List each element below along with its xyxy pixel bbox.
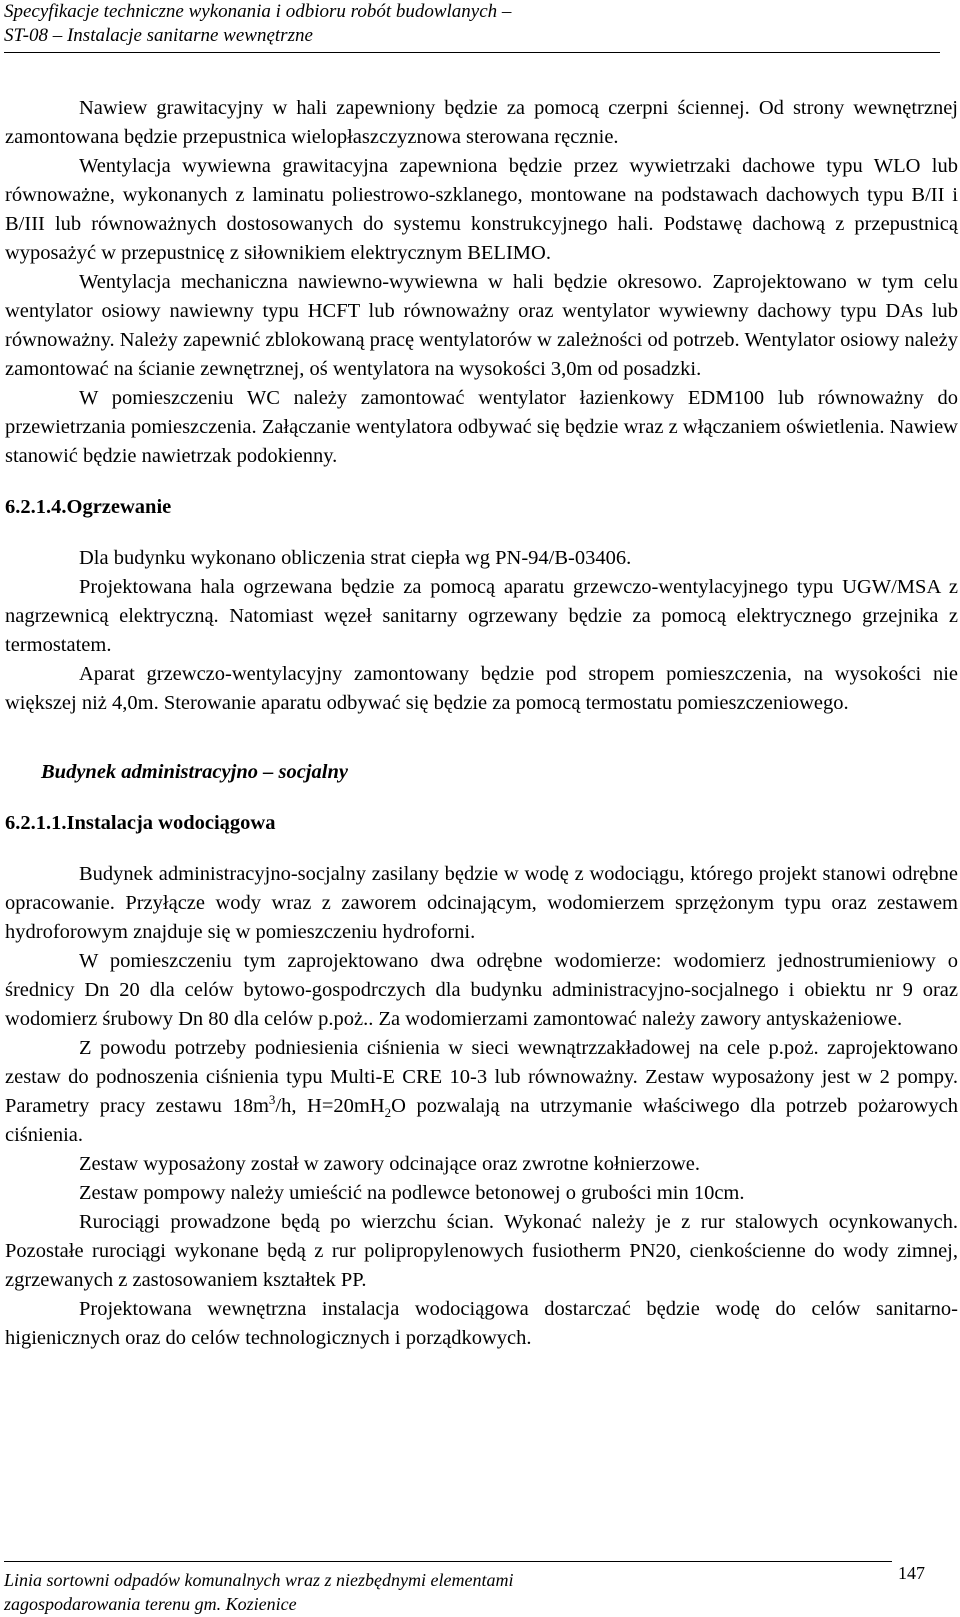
page-footer <box>4 1568 804 1616</box>
paragraph <box>5 1034 958 1150</box>
paragraph: Rurociągi prowadzone będą po wierzchu ścian. Wykonać należy je z rur stalowych ocynkowanych. Pozostałe rurociągi wykonane będą z rur polipropylenowych fusiotherm PN20, cienkościenne do wody zimnej, zgrzewanych z zastosowaniem kształtek PP. <box>5 1211 958 1291</box>
paragraph: Aparat grzewczo-wentylacyjny zamontowany będzie pod stropem pomieszczenia, na wysokości nie większej niż 4,0m. Sterowanie aparatu odbywać się będzie za pomocą termostatu pomieszczeniowego. <box>5 663 958 714</box>
paragraph: Budynek administracyjno-socjalny zasilany będzie w wodę z wodociągu, którego projekt stanowi odrębne opracowanie. Przyłącze wody wraz z zaworem odcinającym, wodomierzem sprzężonym typu oraz zestawem hydroforowym znajduje się w pomieszczeniu hydroforni. <box>5 863 958 943</box>
subscript: 2 <box>384 1105 392 1121</box>
paragraph: Dla budynku wykonano obliczenia strat ciepła wg PN-94/B-03406. <box>79 547 632 569</box>
footer-line-2: zagospodarowania terenu gm. Kozienice <box>4 1594 297 1614</box>
header-divider <box>4 52 940 53</box>
paragraph: Wentylacja wywiewna grawitacyjna zapewniona będzie przez wywietrzaki dachowe typu WLO lub równoważne, wykonanych z laminatu poliestrowo-szklanego, montowane na podstawach dachowych typu B/II i B/III lub równoważnych dostosowanych do systemu konstrukcyjnego hali. Podstawę dachową z przepustnicą wyposażyć w przepustnicę z siłownikiem elektrycznym BELIMO. <box>5 155 958 264</box>
paragraph: Projektowana wewnętrzna instalacja wodociągowa dostarczać będzie wodę do celów sanitarno-higienicznych oraz do celów technologicznych i porządkowych. <box>5 1298 958 1349</box>
page-number: 147 <box>898 1563 925 1583</box>
header-line-1: Specyfikacje techniczne wykonania i odbioru robót budowlanych – <box>4 1 512 22</box>
paragraph: W pomieszczeniu tym zaprojektowano dwa odrębne wodomierze: wodomierz jednostrumieniowy o średnicy Dn 20 dla celów bytowo-gospodrczych dla budynku administracyjno-socjalnego i obiektu nr 9 oraz wodomierz śrubowy Dn 80 dla celów p.poż.. Za wodomierzami zamontować należy zawory antyskażeniowe. <box>5 950 958 1030</box>
paragraph: Zestaw pompowy należy umieścić na podlewce betonowej o grubości min 10cm. <box>79 1182 745 1204</box>
superscript: 3 <box>268 1092 276 1108</box>
text-run: Z powodu potrzeby podniesienia ciśnienia w sieci wewnątrzzakładowej na cele p.poż. zaprojektowano zestaw do podnoszenia ciśnienia typu Multi-E CRE 10-3 lub równoważny. Zestaw wyposażony jest w 2 pompy. Parametry pracy zestawu 18m <box>5 1037 958 1117</box>
paragraph: Zestaw wyposażony został w zawory odcinające oraz zwrotne kołnierzowe. <box>79 1153 701 1175</box>
paragraph: Nawiew grawitacyjny w hali zapewniony będzie za pomocą czerpni ściennej. Od strony wewnętrznej zamontowana będzie przepustnica wielopłaszczyznowa sterowana ręcznie. <box>5 97 958 148</box>
paragraph: Wentylacja mechaniczna nawiewno-wywiewna w hali będzie okresowo. Zaprojektowano w tym celu wentylator osiowy nawiewny typu HCFT lub równoważny oraz wentylator wywiewny dachowy typu DAs lub równoważny. Należy zapewnić zblokowaną pracę wentylatorów w zależności od potrzeb. Wentylator osiowy należy zamontować na ścianie zewnętrznej, oś wentylatora na wysokości 3,0m od posadzki. <box>5 271 958 380</box>
footer-divider <box>4 1561 892 1562</box>
paragraph: W pomieszczeniu WC należy zamontować wentylator łazienkowy EDM100 lub równoważny do przewietrzania pomieszczenia. Załączanie wentylatora odbywać się będzie wraz z włączaniem oświetlenia. Nawiew stanowić będzie nawietrzak podokienny. <box>5 387 958 467</box>
text-run: /h, H=20mH <box>275 1095 385 1117</box>
header-line-2: ST-08 – Instalacje sanitarne wewnętrzne <box>4 25 313 46</box>
page-header <box>4 0 944 48</box>
paragraph: Projektowana hala ogrzewana będzie za pomocą aparatu grzewczo-wentylacyjnego typu UGW/MSA z nagrzewnicą elektryczną. Natomiast węzeł sanitarny ogrzewany będzie za pomocą elektrycznego grzejnika z termostatem. <box>5 576 958 656</box>
section-heading-heating: 6.2.1.4.Ogrzewanie <box>5 496 172 518</box>
document-body <box>5 94 958 1353</box>
section-heading-water: 6.2.1.1.Instalacja wodociągowa <box>5 812 276 834</box>
subsection-heading: Budynek administracyjno – socjalny <box>41 761 348 783</box>
footer-line-1: Linia sortowni odpadów komunalnych wraz z niezbędnymi elementami <box>4 1570 514 1590</box>
text-run: O pozwalają na utrzymanie właściwego dla potrzeb pożarowych ciśnienia. <box>5 1095 959 1146</box>
